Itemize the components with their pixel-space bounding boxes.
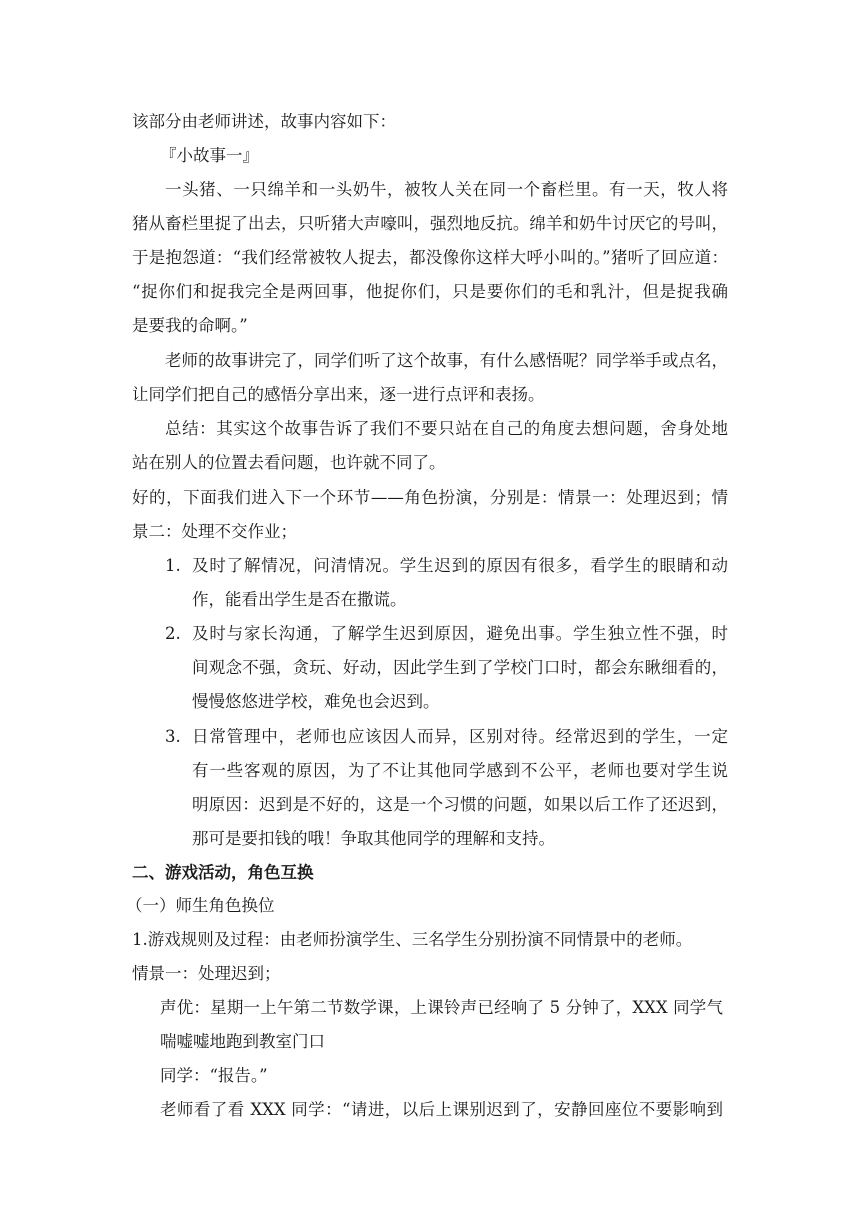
- list-item-line: 那可是要扣钱的哦！争取其他同学的理解和支持。: [192, 829, 555, 848]
- story-line: 于是抱怨道：“我们经常被牧人捉去，都没像你这样大呼小叫的。”猪听了回应道：: [132, 248, 728, 267]
- list-number: 3.: [165, 727, 181, 746]
- rules-text: 1.游戏规则及过程：由老师扮演学生、三名学生分别扮演不同情景中的老师。: [132, 930, 693, 949]
- transition-line: 景二：处理不交作业；: [132, 522, 297, 541]
- list-item-line: 日常管理中，老师也应该因人而异，区别对待。经常迟到的学生，一定: [192, 727, 728, 746]
- transition-line: 好的，下面我们进入下一个环节——角色扮演，分别是：情景一：处理迟到；情: [132, 488, 728, 507]
- story-line: “捉你们和捉我完全是两回事，他捉你们，只是要你们的毛和乳汁，但是捉我确: [132, 282, 728, 301]
- story-line: 猪从畜栏里捉了出去，只听猪大声嚎叫，强烈地反抗。绵羊和奶牛讨厌它的号叫，: [132, 214, 728, 233]
- student-line: 同学：“报告。”: [160, 1066, 268, 1085]
- story-title: 『小故事一』: [160, 146, 259, 165]
- list-item-line: 及时与家长沟通，了解学生迟到原因，避免出事。学生独立性不强，时: [192, 624, 728, 643]
- subsection-heading: （一）师生角色换位: [126, 896, 275, 915]
- teacher-line: 老师看了看 XXX 同学：“请进，以后上课别迟到了，安静回座位不要影响到: [160, 1100, 723, 1119]
- story-line: 是要我的命啊。”: [132, 316, 248, 335]
- list-item-line: 慢慢悠悠进学校，难免也会迟到。: [192, 692, 440, 711]
- intro-text: 该部分由老师讲述，故事内容如下：: [132, 112, 396, 131]
- list-item-line: 作，能看出学生是否在撒谎。: [192, 590, 407, 609]
- voiceover-line: 喘嘘嘘地跑到教室门口: [160, 1032, 325, 1051]
- summary-line: 总结：其实这个故事告诉了我们不要只站在自己的角度去想问题，舍身处地: [165, 419, 728, 438]
- list-item-line: 有一些客观的原因，为了不让其他同学感到不公平，老师也要对学生说: [192, 761, 728, 780]
- list-item-line: 及时了解情况，问清情况。学生迟到的原因有很多，看学生的眼睛和动: [192, 556, 728, 575]
- section-heading: 二、游戏活动，角色互换: [132, 863, 314, 882]
- list-item-line: 间观念不强，贪玩、好动，因此学生到了学校门口时，都会东瞅细看的，: [192, 658, 728, 677]
- list-number: 2.: [165, 624, 181, 643]
- list-item-line: 明原因：迟到是不好的，这是一个习惯的问题，如果以后工作了还迟到，: [192, 795, 728, 814]
- discussion-line: 老师的故事讲完了，同学们听了这个故事，有什么感悟呢？同学举手或点名，: [165, 351, 728, 370]
- voiceover-line: 声优：星期一上午第二节数学课，上课铃声已经响了 5 分钟了，XXX 同学气: [160, 998, 723, 1017]
- summary-line: 站在别人的位置去看问题，也许就不同了。: [132, 453, 446, 472]
- story-line: 一头猪、一只绵羊和一头奶牛，被牧人关在同一个畜栏里。有一天，牧人将: [165, 180, 728, 199]
- discussion-line: 让同学们把自己的感悟分享出来，逐一进行点评和表扬。: [132, 385, 545, 404]
- list-number: 1.: [165, 556, 181, 575]
- scene-label: 情景一：处理迟到；: [132, 964, 281, 983]
